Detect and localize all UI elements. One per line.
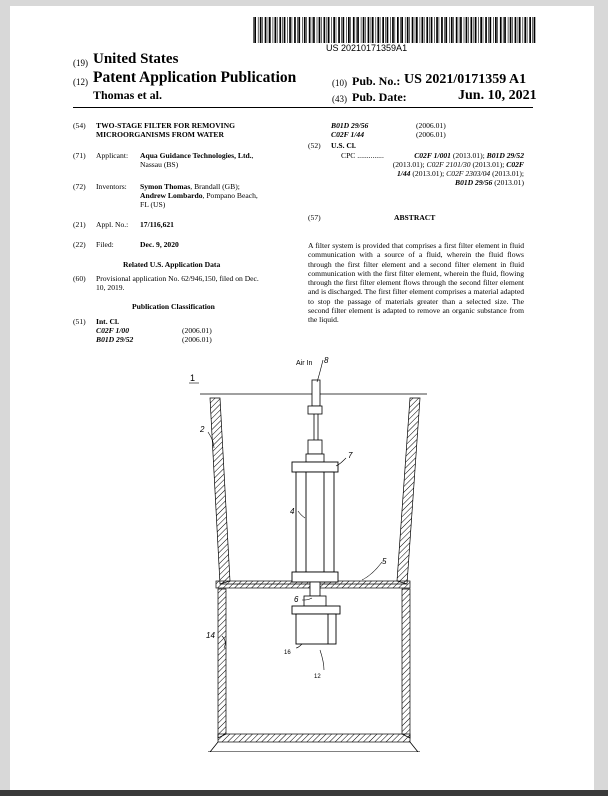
uscl-label: U.S. Cl. (331, 141, 356, 150)
ref-2: 2 (200, 425, 205, 434)
cpc-year: (2013.01); (392, 160, 425, 169)
first-filter-element (292, 462, 338, 582)
cpc-line-1-codes (414, 151, 524, 160)
barcode-bar (497, 17, 498, 43)
ref-16: 16 (284, 650, 291, 656)
barcode-bar (493, 17, 494, 43)
barcode-bar (504, 17, 506, 43)
barcode-bar (478, 17, 479, 43)
barcode-bar (434, 17, 435, 43)
barcode-bar (377, 17, 379, 43)
appl-no: 17/116,621 (140, 220, 174, 229)
barcode-bar (429, 17, 430, 43)
filed-date: Dec. 9, 2020 (140, 240, 179, 249)
provisional-line-2: 10, 2019. (96, 283, 125, 292)
intcl-year: (2006.01) (416, 130, 446, 139)
barcode-bar (510, 17, 512, 43)
barcode-bar (534, 17, 536, 43)
cpc-line-1 (341, 151, 384, 160)
applicant-label: Applicant: (96, 151, 129, 160)
inventor-2-location-2: FL (US) (140, 200, 166, 209)
code-19: (19) (73, 58, 88, 68)
title-line-2: MICROORGANISMS FROM WATER (96, 130, 224, 139)
barcode-bar (361, 17, 362, 43)
code-60: (60) (73, 274, 86, 283)
inventor-2 (140, 191, 258, 200)
cpc-year: (2013.01); (492, 169, 524, 178)
barcode-bar (471, 17, 473, 43)
code-43: (43) (332, 94, 347, 104)
code-51: (51) (73, 317, 86, 326)
applicant-comma: , (251, 151, 254, 160)
intcl-code: C02F 1/00 (96, 326, 129, 335)
barcode-bar (254, 17, 256, 43)
barcode-bar (420, 17, 421, 43)
abstract-text: A filter system is provided that comprises a first filter element in fluid communication with a source of a fluid, wherein the fluid flows through the first filter element and a second filter element in fluid communication with the first filter element, wherein the fluid, flowing through the first filter element flows through the second filter element and is discharged. The first filter element comprises a material adapted to stop the passage of materials greater than a selected size. The second filter element is adapted to remove an organic substance from the liquid. (308, 241, 524, 325)
patent-figure (180, 348, 430, 752)
barcode-bar (309, 17, 311, 43)
appl-no-label: Appl. No.: (96, 220, 129, 229)
barcode-bar (306, 17, 307, 43)
barcode-bar (422, 17, 424, 43)
pub-date: Jun. 10, 2021 (458, 88, 537, 103)
code-22: (22) (73, 240, 86, 249)
barcode-bar (490, 17, 492, 43)
barcode-bar (385, 17, 386, 43)
ref-14: 14 (206, 631, 215, 640)
barcode-bar (474, 17, 475, 43)
barcode-bar (464, 17, 465, 43)
barcode-number: US 20210171359A1 (326, 43, 408, 53)
inventor-1-location: , Brandall (GB); (190, 182, 240, 191)
barcode-bar (260, 17, 262, 43)
barcode-bar (456, 17, 458, 43)
barcode-bar (353, 17, 355, 43)
barcode-bar (380, 17, 381, 43)
intcl-code: B01D 29/56 (331, 121, 369, 130)
inventor-2-name: Andrew Lombardo (140, 191, 203, 200)
applicant-location: Nassau (BS) (140, 160, 179, 169)
barcode-bar (409, 17, 410, 43)
ref-4: 4 (290, 507, 295, 516)
intcl-year: (2006.01) (416, 121, 446, 130)
barcode-bar (424, 17, 425, 43)
barcode-bar (324, 17, 326, 43)
code-72: (72) (73, 182, 86, 191)
barcode-bar (319, 17, 321, 43)
barcode-bar (412, 17, 414, 43)
cpc-year: (2013.01); (472, 160, 505, 169)
inventor-short: Thomas et al. (93, 88, 162, 102)
barcode-bar (343, 17, 345, 43)
barcode-bar (523, 17, 524, 43)
barcode-bar (445, 17, 447, 43)
barcode-bar (289, 17, 291, 43)
barcode-bar (518, 17, 519, 43)
patent-page (10, 6, 594, 790)
barcode-bar (503, 17, 504, 43)
ref-7: 7 (348, 451, 353, 460)
barcode-bar (277, 17, 278, 43)
barcode-bar (317, 17, 318, 43)
barcode-bar (253, 17, 254, 43)
barcode-bar (500, 17, 502, 43)
barcode-bar (400, 17, 401, 43)
intcl-code: C02F 1/44 (331, 130, 364, 139)
barcode-bar (453, 17, 454, 43)
barcode-bar (524, 17, 526, 43)
barcode-bar (532, 17, 533, 43)
cpc-year: (2013.01); (452, 151, 485, 160)
applicant-line (140, 151, 254, 160)
barcode-bar (392, 17, 394, 43)
barcode-bar (395, 17, 396, 43)
applicant-name: Aqua Guidance Technologies, Ltd. (140, 151, 252, 160)
barcode-bar (390, 17, 391, 43)
code-54: (54) (73, 121, 86, 130)
inventor-1-name: Symon Thomas (140, 182, 191, 191)
title-line-1: TWO-STAGE FILTER FOR REMOVING (96, 121, 236, 130)
barcode-bar (488, 17, 489, 43)
country: United States (93, 51, 179, 67)
inventors-label: Inventors: (96, 182, 127, 191)
barcode-bar (376, 17, 377, 43)
cpc-line-4 (455, 178, 524, 187)
barcode-bar (483, 17, 484, 43)
barcode-bar (512, 17, 513, 43)
barcode-bar (282, 17, 283, 43)
barcode-bar (407, 17, 409, 43)
barcode-bar (275, 17, 277, 43)
ref-5: 5 (382, 557, 387, 566)
intcl-label: Int. Cl. (96, 317, 119, 326)
barcode-bar (485, 17, 487, 43)
barcode-bar (382, 17, 384, 43)
barcode-bar (297, 17, 298, 43)
cpc-dots: .............. (357, 151, 384, 160)
barcode-bar (371, 17, 372, 43)
barcode-bar (397, 17, 399, 43)
intcl-year: (2006.01) (182, 326, 212, 335)
barcode-bar (529, 17, 531, 43)
barcode-bar (372, 17, 374, 43)
barcode-bar (313, 17, 315, 43)
barcode-bar (475, 17, 477, 43)
doc-type: Patent Application Publication (93, 69, 297, 86)
barcode-bar (436, 17, 438, 43)
air-in-label: Air In (296, 360, 313, 367)
provisional-line-1: Provisional application No. 62/946,150, filed on Dec. (96, 274, 259, 283)
barcode-bar (284, 17, 286, 43)
intcl-year: (2006.01) (182, 335, 212, 344)
barcode-bar (466, 17, 468, 43)
code-57: (57) (308, 213, 321, 222)
barcode-bar (273, 17, 274, 43)
cpc-code: 1/44 (396, 169, 411, 178)
cpc-line-2 (393, 160, 524, 169)
barcode-bar (416, 17, 418, 43)
barcode-bar (451, 17, 453, 43)
barcode-bar (341, 17, 342, 43)
barcode-bar (258, 17, 259, 43)
barcode-bar (304, 17, 306, 43)
barcode-bar (368, 17, 370, 43)
bottom-bar (0, 790, 608, 796)
barcode-bar (439, 17, 440, 43)
barcode-bar (519, 17, 521, 43)
barcode-bar (269, 17, 271, 43)
barcode-bar (449, 17, 450, 43)
pub-date-label: Pub. Date: (352, 90, 407, 104)
cpc-code: C02F (506, 160, 524, 169)
barcode-bar (321, 17, 322, 43)
barcode-bar (515, 17, 517, 43)
barcode-bar (346, 17, 347, 43)
barcode-bar (327, 17, 328, 43)
filed-label: Filed: (96, 240, 114, 249)
barcode-bar (338, 17, 340, 43)
air-tube (306, 380, 324, 462)
pub-no: US 2021/0171359 A1 (404, 72, 527, 87)
barcode-bar (294, 17, 296, 43)
header-rule (73, 107, 533, 108)
barcode-bar (527, 17, 528, 43)
barcode (253, 17, 538, 43)
barcode-bar (287, 17, 288, 43)
barcode-bar (292, 17, 293, 43)
cpc-code: C02F 2101/30 (426, 160, 471, 169)
barcode-bar (441, 17, 443, 43)
second-filter-element (292, 606, 340, 644)
leader-lines (208, 360, 382, 670)
barcode-bar (363, 17, 365, 43)
barcode-bar (350, 17, 351, 43)
barcode-bar (415, 17, 416, 43)
barcode-bar (268, 17, 269, 43)
inventor-2-location: , Pompano Beach, (202, 191, 258, 200)
ref-12: 12 (314, 674, 321, 680)
cpc-line-3 (397, 169, 524, 178)
barcode-bar (336, 17, 337, 43)
barcode-bar (262, 17, 263, 43)
barcode-bar (348, 17, 350, 43)
barcode-bar (279, 17, 281, 43)
barcode-bar (508, 17, 509, 43)
ref-6: 6 (294, 595, 299, 604)
barcode-bar (495, 17, 497, 43)
related-heading: Related U.S. Application Data (123, 260, 221, 269)
cpc-year: (2013.01); (412, 169, 445, 178)
barcode-bar (265, 17, 267, 43)
pubclass-heading: Publication Classification (132, 302, 215, 311)
cpc-label: CPC (341, 151, 356, 160)
code-12: (12) (73, 77, 88, 87)
barcode-bar (298, 17, 300, 43)
ref-8: 8 (324, 356, 329, 365)
barcode-bar (459, 17, 460, 43)
barcode-bar (460, 17, 462, 43)
barcode-bar (480, 17, 482, 43)
code-71: (71) (73, 151, 86, 160)
cpc-code: C02F 2303/04 (446, 169, 491, 178)
barcode-bar (357, 17, 359, 43)
inventor-1 (140, 182, 240, 191)
cpc-code: B01D 29/52 (486, 151, 524, 160)
figure-number: 1 (190, 373, 196, 383)
barcode-bar (328, 17, 330, 43)
barcode-bar (387, 17, 389, 43)
barcode-bar (312, 17, 313, 43)
barcode-bar (431, 17, 433, 43)
code-21: (21) (73, 220, 86, 229)
pub-no-label: Pub. No.: (352, 74, 401, 88)
barcode-bar (444, 17, 445, 43)
barcode-bar (356, 17, 357, 43)
abstract-heading: ABSTRACT (394, 213, 436, 222)
code-10: (10) (332, 78, 347, 88)
cpc-year: (2013.01) (494, 178, 524, 187)
barcode-bar (401, 17, 403, 43)
barcode-bar (302, 17, 303, 43)
cpc-code: C02F 1/001 (414, 151, 451, 160)
barcode-bar (331, 17, 332, 43)
barcode-bar (468, 17, 469, 43)
code-52: (52) (308, 141, 321, 150)
barcode-bar (365, 17, 366, 43)
barcode-bar (333, 17, 335, 43)
intcl-code: B01D 29/52 (96, 335, 134, 344)
barcode-bar (405, 17, 406, 43)
cpc-code: B01D 29/56 (455, 178, 493, 187)
barcode-bar (426, 17, 428, 43)
